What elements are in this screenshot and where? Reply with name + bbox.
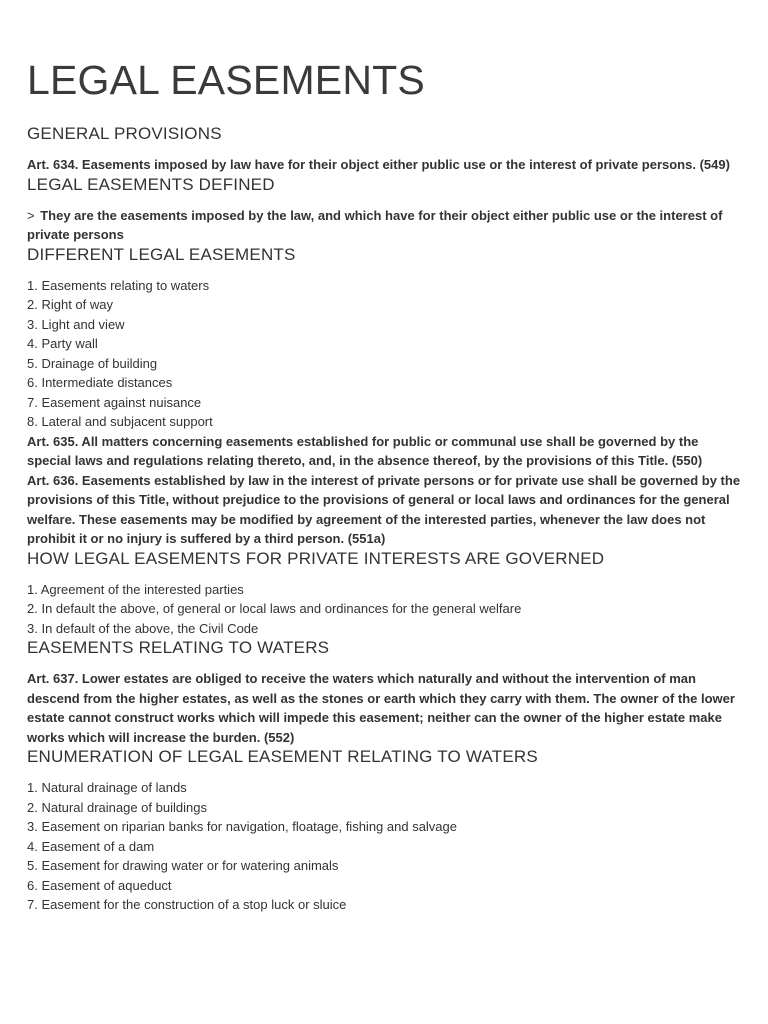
list-item: 6. Intermediate distances: [27, 375, 173, 390]
list-item: 1. Natural drainage of lands: [27, 780, 187, 795]
list-item: 6. Easement of aqueduct: [27, 877, 172, 893]
article-636: Art. 636. Easements established by law in the interest of private persons or for private use shall be governed by the provisions of this Title, without prejudice to the provisions of general or local laws and ordinances for the general welfare. These easements may be modified by agreement of the interested parties, whenever the law does not prohibit it or no injury is suffered by a third person. (551a): [27, 472, 741, 546]
list-item: 3. In default of the above, the Civil Code: [27, 620, 259, 636]
list-item: 3. Light and view: [27, 316, 125, 332]
list-item: 2. Right of way: [27, 297, 113, 312]
article-635: Art. 635. All matters concerning easements established for public or communal use shall be governed by the special laws and regulations relating thereto, and, in the absence thereof, by the provisions of this Title. (550): [27, 433, 703, 468]
heading-how-governed: HOW LEGAL EASEMENTS FOR PRIVATE INTERESTS ARE GOVERNED: [27, 548, 605, 568]
definition-text: They are the easements imposed by the law, and which have for their object either public use or the interest of private persons: [27, 207, 723, 242]
caret-icon: >: [27, 207, 35, 223]
list-item: 2. Natural drainage of buildings: [27, 799, 207, 815]
list-item: 2. In default the above, of general or local laws and ordinances for the general welfare: [27, 601, 522, 616]
heading-legal-easements-defined: LEGAL EASEMENTS DEFINED: [27, 174, 275, 194]
governed-list: [27, 580, 741, 639]
heading-easements-relating-to-waters: EASEMENTS RELATING TO WATERS: [27, 638, 330, 657]
article-634: Art. 634. Easements imposed by law have for their object either public use or the interest of private persons. (549): [27, 157, 730, 172]
heading-enumeration-waters: ENUMERATION OF LEGAL EASEMENT RELATING TO WATERS: [27, 747, 538, 766]
definition-paragraph: [27, 206, 741, 245]
enumeration-list: [27, 778, 741, 915]
list-item: 5. Drainage of building: [27, 355, 158, 371]
list-item: 1. Agreement of the interested parties: [27, 581, 244, 597]
different-easements-list: [27, 276, 741, 432]
list-item: 5. Easement for drawing water or for watering animals: [27, 858, 339, 873]
list-item: 7. Easement for the construction of a stop luck or sluice: [27, 897, 347, 912]
list-item: 7. Easement against nuisance: [27, 394, 202, 410]
page-title: LEGAL EASEMENTS: [27, 57, 425, 103]
list-item: 1. Easements relating to waters: [27, 277, 210, 293]
list-item: 4. Easement of a dam: [27, 838, 155, 854]
list-item: 3. Easement on riparian banks for navigation, floatage, fishing and salvage: [27, 819, 457, 834]
heading-general-provisions: GENERAL PROVISIONS: [27, 124, 222, 143]
list-item: 8. Lateral and subjacent support: [27, 414, 213, 429]
list-item: 4. Party wall: [27, 336, 98, 351]
article-637: Art. 637. Lower estates are obliged to receive the waters which naturally and without the intervention of man descend from the higher estates, as well as the stones or earth which they carry with them. The owner of the lower estate cannot construct works which will impede this easement; neither can the owner of the higher estate make works which will increase the burden. (552): [27, 671, 735, 745]
heading-different-legal-easements: DIFFERENT LEGAL EASEMENTS: [27, 244, 296, 264]
